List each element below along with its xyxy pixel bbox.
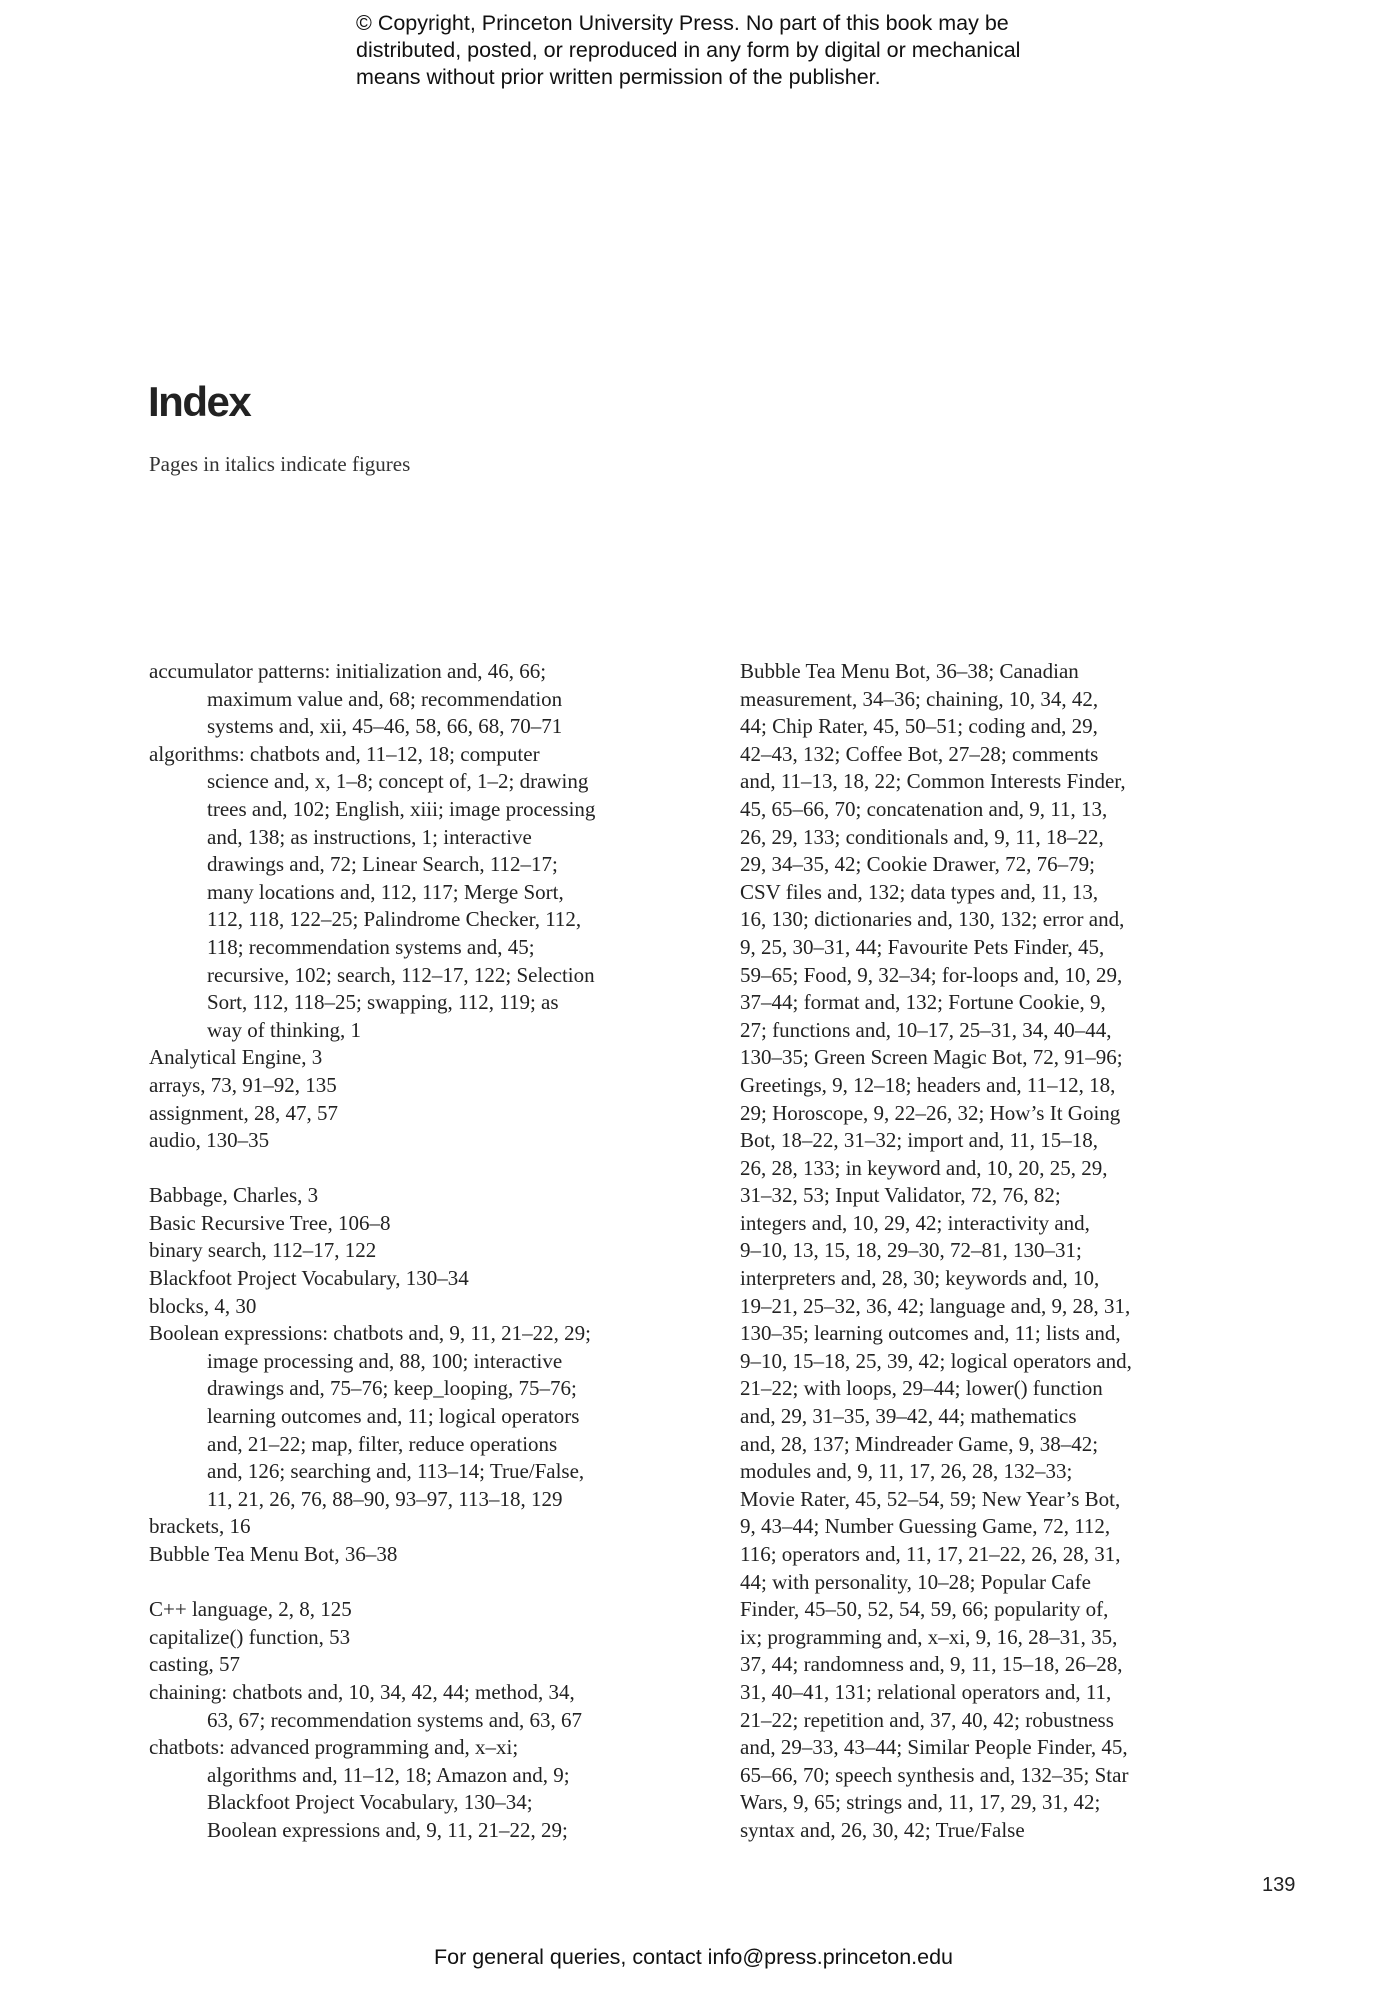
index-entry-line: casting, 57: [149, 1652, 240, 1677]
copyright-line: distributed, posted, or reproduced in any form by digital or mechanical: [356, 38, 1021, 62]
index-entry-continuation: 9–10, 15–18, 25, 39, 42; logical operators and,: [740, 1348, 1132, 1373]
index-entry: [149, 1210, 669, 1238]
index-entry-line: binary search, 112–17, 122: [149, 1238, 377, 1263]
index-entry-continuation: systems and, xii, 45–46, 58, 66, 68, 70–71: [207, 714, 563, 739]
index-entry-continuation: Bubble Tea Menu Bot, 36–38; Canadian: [740, 659, 1079, 683]
index-entry-continuation: way of thinking, 1: [207, 1017, 361, 1042]
index-entry-continuation: maximum value and, 68; recommendation: [207, 686, 563, 711]
index-entry-continuation: 37, 44; randomness and, 9, 11, 15–18, 26–28,: [740, 1652, 1123, 1677]
index-entry-line: capitalize() function, 53: [149, 1624, 351, 1649]
index-entry-continuation: recursive, 102; search, 112–17, 122; Selection: [207, 962, 595, 987]
index-entry-continuation: 31, 40–41, 131; relational operators and, 11,: [740, 1679, 1112, 1704]
index-entry-line: Analytical Engine, 3: [149, 1045, 323, 1070]
index-entry-continuation: and, 138; as instructions, 1; interactive: [207, 824, 532, 849]
index-entry-continuation: 21–22; with loops, 29–44; lower() function: [740, 1376, 1103, 1401]
index-entry: [149, 1237, 669, 1265]
index-entry-continuation: and, 11–13, 18, 22; Common Interests Finder,: [740, 769, 1126, 794]
index-entry-line: audio, 130–35: [149, 1128, 270, 1153]
index-entry-continuation: Finder, 45–50, 52, 54, 59, 66; popularity of,: [740, 1597, 1109, 1622]
index-entry-continuation: Greetings, 9, 12–18; headers and, 11–12, 18,: [740, 1072, 1116, 1097]
index-entry-continuation: drawings and, 72; Linear Search, 112–17;: [207, 852, 558, 877]
index-entry: [149, 1182, 669, 1210]
index-entry-continuation: 45, 65–66, 70; concatenation and, 9, 11, 13,: [740, 796, 1108, 821]
section-gap: [149, 1569, 669, 1597]
page-title: Index: [148, 378, 251, 425]
index-entry-line: algorithms: chatbots and, 11–12, 18; computer: [149, 741, 540, 766]
index-entry-continuation: 130–35; learning outcomes and, 11; lists and,: [740, 1321, 1121, 1346]
index-entry-continuation: 16, 130; dictionaries and, 130, 132; error and,: [740, 907, 1125, 932]
index-entry-line: Bubble Tea Menu Bot, 36–38: [149, 1542, 398, 1566]
index-entry-line: brackets, 16: [149, 1514, 251, 1539]
index-entry-continuation: 59–65; Food, 9, 32–34; for-loops and, 10, 29,: [740, 962, 1123, 987]
index-entry-continuation: and, 21–22; map, filter, reduce operations: [207, 1431, 558, 1456]
index-entry-continuation: Boolean expressions and, 9, 11, 21–22, 29;: [207, 1817, 568, 1842]
index-entry-line: chatbots: advanced programming and, x–xi;: [149, 1735, 519, 1760]
index-entry-continuation: interpreters and, 28, 30; keywords and, 10,: [740, 1266, 1100, 1291]
index-entry-line: Babbage, Charles, 3: [149, 1183, 319, 1208]
index-entry-continuation: science and, x, 1–8; concept of, 1–2; drawing: [207, 769, 589, 794]
index-entry-continuation: 29; Horoscope, 9, 22–26, 32; How’s It Going: [740, 1100, 1121, 1125]
index-entry: [149, 1100, 669, 1128]
index-entry-continuation: Movie Rater, 45, 52–54, 59; New Year’s Bot,: [740, 1486, 1121, 1511]
index-entry: [149, 1541, 669, 1569]
index-entry-line: C++ language, 2, 8, 125: [149, 1597, 352, 1622]
index-entry-continuation: 21–22; repetition and, 37, 40, 42; robustness: [740, 1707, 1114, 1732]
index-entry-continuation: many locations and, 112, 117; Merge Sort,: [207, 879, 564, 904]
index-right-column: [740, 658, 1260, 1845]
index-entry-continuation: and, 126; searching and, 113–14; True/False,: [207, 1459, 585, 1484]
index-entry: [149, 1320, 669, 1513]
index-entry-continuation: trees and, 102; English, xiii; image processing: [207, 796, 596, 821]
index-entry-continuation: 42–43, 132; Coffee Bot, 27–28; comments: [740, 741, 1099, 766]
index-entry-line: accumulator patterns: initialization and, 46, 66;: [149, 659, 547, 683]
index-entry-continuation: 9, 43–44; Number Guessing Game, 72, 112,: [740, 1514, 1111, 1539]
copyright-notice: [356, 10, 1116, 91]
index-entry-continuation: algorithms and, 11–12, 18; Amazon and, 9;: [207, 1762, 570, 1787]
index-entry-line: Basic Recursive Tree, 106–8: [149, 1210, 391, 1235]
index-entry: [149, 1265, 669, 1293]
index-entry-continuation: 9–10, 13, 15, 18, 29–30, 72–81, 130–31;: [740, 1238, 1082, 1263]
index-entry-continuation: drawings and, 75–76; keep_looping, 75–76;: [207, 1376, 577, 1401]
index-entry-continuation: 63, 67; recommendation systems and, 63, 67: [207, 1707, 583, 1732]
index-entry-continuation: modules and, 9, 11, 17, 26, 28, 132–33;: [740, 1459, 1073, 1484]
index-entry-line: assignment, 28, 47, 57: [149, 1100, 338, 1125]
index-entry-continuation: and, 29–33, 43–44; Similar People Finder, 45,: [740, 1735, 1128, 1760]
index-entry-continuation: 11, 21, 26, 76, 88–90, 93–97, 113–18, 129: [207, 1486, 563, 1511]
index-entry-continuation: 26, 28, 133; in keyword and, 10, 20, 25, 29,: [740, 1155, 1108, 1180]
index-entry-line: arrays, 73, 91–92, 135: [149, 1072, 337, 1097]
index-entry: [149, 1072, 669, 1100]
index-entry: [149, 741, 669, 1045]
index-entry-continuation: integers and, 10, 29, 42; interactivity and,: [740, 1210, 1090, 1235]
index-entry-continuation: learning outcomes and, 11; logical operators: [207, 1404, 580, 1429]
index-entry-continuation: and, 28, 137; Mindreader Game, 9, 38–42;: [740, 1431, 1099, 1456]
index-entry-continuation: Wars, 9, 65; strings and, 11, 17, 29, 31, 42;: [740, 1790, 1101, 1815]
index-entry: [149, 1734, 669, 1844]
index-entry: [149, 1624, 669, 1652]
index-entry: [149, 1127, 669, 1155]
index-entry: [149, 658, 669, 741]
index-entry-continuation: syntax and, 26, 30, 42; True/False: [740, 1817, 1025, 1842]
index-entry-line: blocks, 4, 30: [149, 1293, 257, 1318]
index-entry-line: chaining: chatbots and, 10, 34, 42, 44; method, 34,: [149, 1679, 575, 1704]
index-entry-continuation: 9, 25, 30–31, 44; Favourite Pets Finder, 45,: [740, 934, 1105, 959]
index-entry-continuation: CSV files and, 132; data types and, 11, 13,: [740, 879, 1099, 904]
copyright-line: © Copyright, Princeton University Press. No part of this book may be: [356, 11, 1009, 35]
index-entry-continuation: 44; with personality, 10–28; Popular Cafe: [740, 1569, 1091, 1594]
copyright-line: means without prior written permission of the publisher.: [356, 65, 881, 89]
index-entry: [149, 1044, 669, 1072]
index-entry-continuation: 27; functions and, 10–17, 25–31, 34, 40–44,: [740, 1017, 1112, 1042]
index-entry-continuation: ix; programming and, x–xi, 9, 16, 28–31, 35,: [740, 1624, 1118, 1649]
index-entry-line: Blackfoot Project Vocabulary, 130–34: [149, 1266, 469, 1291]
index-entry-continuation: 26, 29, 133; conditionals and, 9, 11, 18–22,: [740, 824, 1104, 849]
index-entry-continuation: 112, 118, 122–25; Palindrome Checker, 112,: [207, 907, 582, 932]
page-number: 139: [1262, 1874, 1296, 1896]
index-entry-continuation: 31–32, 53; Input Validator, 72, 76, 82;: [740, 1183, 1061, 1208]
index-entry-continuation: 44; Chip Rater, 45, 50–51; coding and, 29,: [740, 714, 1098, 739]
index-entry-continuation: 116; operators and, 11, 17, 21–22, 26, 28, 31,: [740, 1542, 1121, 1566]
index-entry-continuation: and, 29, 31–35, 39–42, 44; mathematics: [740, 1404, 1077, 1429]
section-gap: [149, 1155, 669, 1183]
index-entry-continuation: 29, 34–35, 42; Cookie Drawer, 72, 76–79;: [740, 852, 1095, 877]
index-entry: [149, 1651, 669, 1679]
index-entry-continuation: 118; recommendation systems and, 45;: [207, 934, 535, 959]
index-entry-continuation: 19–21, 25–32, 36, 42; language and, 9, 28, 31,: [740, 1293, 1131, 1318]
index-entry: [149, 1293, 669, 1321]
index-entry: [149, 1596, 669, 1624]
index-entry-continuation: 37–44; format and, 132; Fortune Cookie, 9,: [740, 990, 1106, 1015]
index-entry: [149, 1679, 669, 1734]
index-entry-continuation: 130–35; Green Screen Magic Bot, 72, 91–96;: [740, 1045, 1123, 1070]
index-entry-line: Boolean expressions: chatbots and, 9, 11, 21–22, 29;: [149, 1321, 591, 1346]
index-note: Pages in italics indicate figures: [149, 452, 411, 476]
index-entry-continuation: measurement, 34–36; chaining, 10, 34, 42,: [740, 686, 1099, 711]
footer-contact: For general queries, contact info@press.princeton.edu: [434, 1945, 954, 1969]
index-entry: [149, 1513, 669, 1541]
index-entry-continuation: Blackfoot Project Vocabulary, 130–34;: [207, 1790, 533, 1815]
index-left-column: [149, 658, 669, 1845]
index-entry-continuation: Sort, 112, 118–25; swapping, 112, 119; as: [207, 990, 559, 1015]
index-entry-continuation: image processing and, 88, 100; interactive: [207, 1348, 563, 1373]
index-entry-continuation: Bot, 18–22, 31–32; import and, 11, 15–18,: [740, 1128, 1098, 1153]
index-entry-continuation: 65–66, 70; speech synthesis and, 132–35; Star: [740, 1762, 1129, 1787]
